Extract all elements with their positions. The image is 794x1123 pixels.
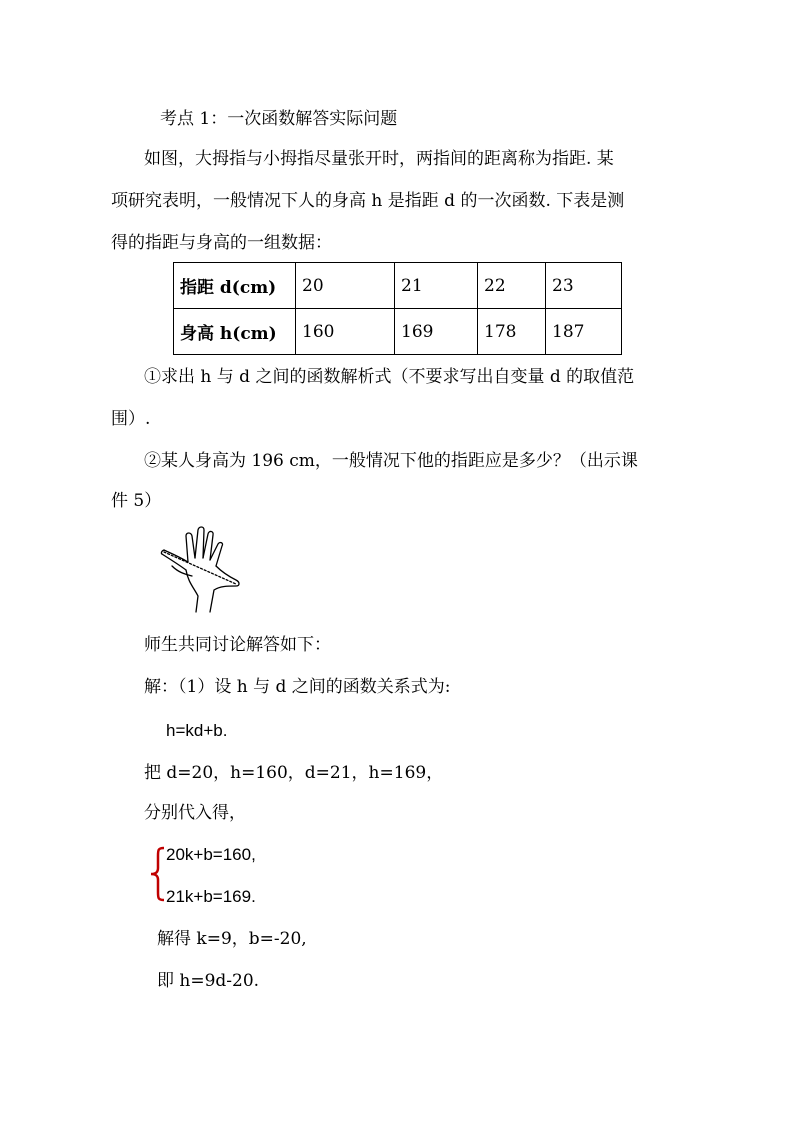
solution-plug-in: 分别代入得， (144, 803, 246, 823)
question-2-line-1: ②某人身高为 196 cm，一般情况下他的指距应是多少？（出示课 (144, 451, 638, 471)
system-brace-icon (148, 846, 166, 902)
discussion-text: 师生共同讨论解答如下： (144, 635, 331, 655)
intro-line-3: 得的指距与身高的一组数据： (111, 233, 332, 253)
question-2-line-2: 件 5） (111, 491, 162, 511)
equation-2: 21k+b=169. (166, 887, 256, 906)
table-cell: 178 (478, 309, 546, 355)
solution-result: 解得 k=9，b=-20, (157, 929, 307, 949)
table-cell: 23 (546, 263, 622, 309)
table-cell: 21 (395, 263, 478, 309)
equation-1: 20k+b=160, (166, 845, 256, 864)
solution-intro: 解：（1）设 h 与 d 之间的函数关系式为: (144, 677, 451, 697)
table-cell: 169 (395, 309, 478, 355)
intro-line-2: 项研究表明，一般情况下人的身高 h 是指距 d 的一次函数. 下表是测 (111, 191, 625, 211)
question-1-line-1: ①求出 h 与 d 之间的函数解析式（不要求写出自变量 d 的取值范 (144, 367, 635, 387)
section-heading: 考点 1：一次函数解答实际问题 (160, 109, 398, 129)
hand-span-icon (158, 526, 248, 616)
data-table (173, 262, 622, 355)
table-cell: 20 (296, 263, 395, 309)
question-1-line-2: 围）. (111, 409, 151, 429)
solution-formula: h=kd+b. (166, 721, 228, 740)
solution-substitute: 把 d=20，h=160，d=21，h=169， (144, 763, 444, 783)
table-row (174, 263, 622, 309)
intro-line-1: 如图，大拇指与小拇指尽量张开时，两指间的距离称为指距. 某 (144, 149, 614, 169)
table-row (174, 309, 622, 355)
row-header-height: 身高 h(cm) (174, 309, 296, 355)
table-cell: 160 (296, 309, 395, 355)
row-header-span: 指距 d(cm) (174, 263, 296, 309)
table-cell: 22 (478, 263, 546, 309)
solution-final: 即 h=9d-20. (157, 971, 260, 991)
table-cell: 187 (546, 309, 622, 355)
